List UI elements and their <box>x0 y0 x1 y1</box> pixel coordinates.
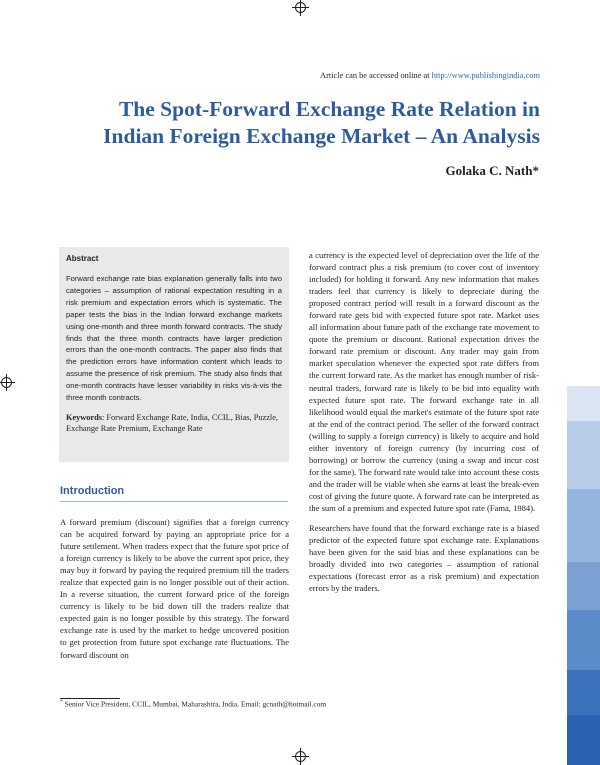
abstract-text: Forward exchange rate bias explanation generally falls into two categories – assumption of rational expectation resulting in a risk premium and expectation errors which is systematic. The paper tests the bias in the Indian forward exchange markets using one-month and three month forward contracts. The study finds that the three month contracts have larger prediction errors than the one-month contracts. The paper also finds that the prediction errors have information content which leads to assume the presence of risk premium. The study also finds that one-month contracts have lesser variability in risks vis-à-vis the three month contracts. <box>66 274 282 403</box>
side-tab <box>567 610 600 670</box>
footnote-marker: * <box>60 699 63 705</box>
registration-mark-left <box>1 377 12 388</box>
registration-mark-top <box>295 2 306 13</box>
keywords-label: Keywords <box>66 412 102 422</box>
side-tab <box>567 489 600 562</box>
side-color-tabs <box>567 364 600 765</box>
keywords <box>66 413 282 435</box>
side-tab <box>567 715 600 765</box>
abstract-box <box>59 247 289 462</box>
footnote <box>60 699 326 708</box>
side-tab <box>567 670 600 715</box>
side-tab <box>567 421 600 489</box>
left-column <box>60 516 289 661</box>
abstract-heading: Abstract <box>66 254 99 263</box>
paper-title: The Spot-Forward Exchange Rate Relation in Indian Foreign Exchange Market – An Analysis <box>103 97 540 148</box>
section-rule <box>60 501 288 502</box>
side-tab <box>567 562 600 610</box>
access-text: Article can be accessed online at <box>320 71 432 80</box>
access-line <box>320 71 540 80</box>
side-tab <box>567 386 600 421</box>
keywords-text: : Forward Exchange Rate, India, CCIL, Bias, Puzzle, Exchange Rate Premium, Exchange Rate <box>66 412 278 433</box>
right-paragraph-1: a currency is the expected level of depreciation over the life of the forward contract plus a risk premium (to cover cost of inventory included) for holding it forward. Any new information that makes traders feel that currency is likely to depreciate during the proposed contract period will result in a forward discount as the forward rate gets bid with expected future spot rate. Market uses all information about future path of the exchange rate movement to quote the premium or discount. Rational expectation drives the forward rate premium or discount. Any trader may gain from market speculation whenever the expected spot rate differs from the current forward rate. As the market has enough number of risk-neutral traders, forward rate is likely to be bid into equality with expected future spot rate. The forward exchange rate in all likelihood would equal the market's estimate of the future spot rate at the end of the contract period. The seller of the forward contract (willing to supply a foreign currency) is likely to acquire and hold either inventory of foreign currency (by incurring cost of borrowing) or borrow the currency (using a swap and incur cost for the same). The forward rate would take into account these costs and the trader will be viable when she earns at least the break-even cost of giving the future quote. A forward rate can be interpreted as the sum of a premium and expected future spot rate (Fama, 1984). <box>309 250 539 513</box>
footnote-text: Senior Vice President, CCIL, Mumbai, Maharashtra, India. Email: gcnath@hotmail.com <box>62 699 327 709</box>
right-paragraph-2: Researchers have found that the forward exchange rate is a biased predictor of the expected future spot exchange rate. Explanations have been given for the said bias and these explanations can be broadly divided into two categories – assumption of rational expectations (forecast error as a risk premium) and expectation errors by the traders. <box>309 523 539 594</box>
author-name: Golaka C. Nath* <box>445 163 539 178</box>
publisher-link[interactable]: http://www.publishingindia.com <box>431 71 540 80</box>
intro-paragraph: A forward premium (discount) signifies that a foreign currency can be acquired forward by paying an appropriate price for a future settlement. When traders expect that the future spot price of a foreign currency is likely to be above the current spot price, they may buy it forward by paying the required premium till the traders realize that expected gain is no longer possible out of their action. In a reverse situation, the current forward price of the foreign currency is likely to be bid down till the traders realize that expected gain is no longer possible by this strategy. The forward exchange rate is used by the market to hedge uncovered position to get protection from future spot exchange rate fluctuations. The forward discount on <box>60 517 289 660</box>
registration-mark-bottom <box>295 751 306 762</box>
side-tab <box>567 364 600 386</box>
right-column <box>309 249 539 594</box>
section-heading-introduction: Introduction <box>60 485 125 497</box>
